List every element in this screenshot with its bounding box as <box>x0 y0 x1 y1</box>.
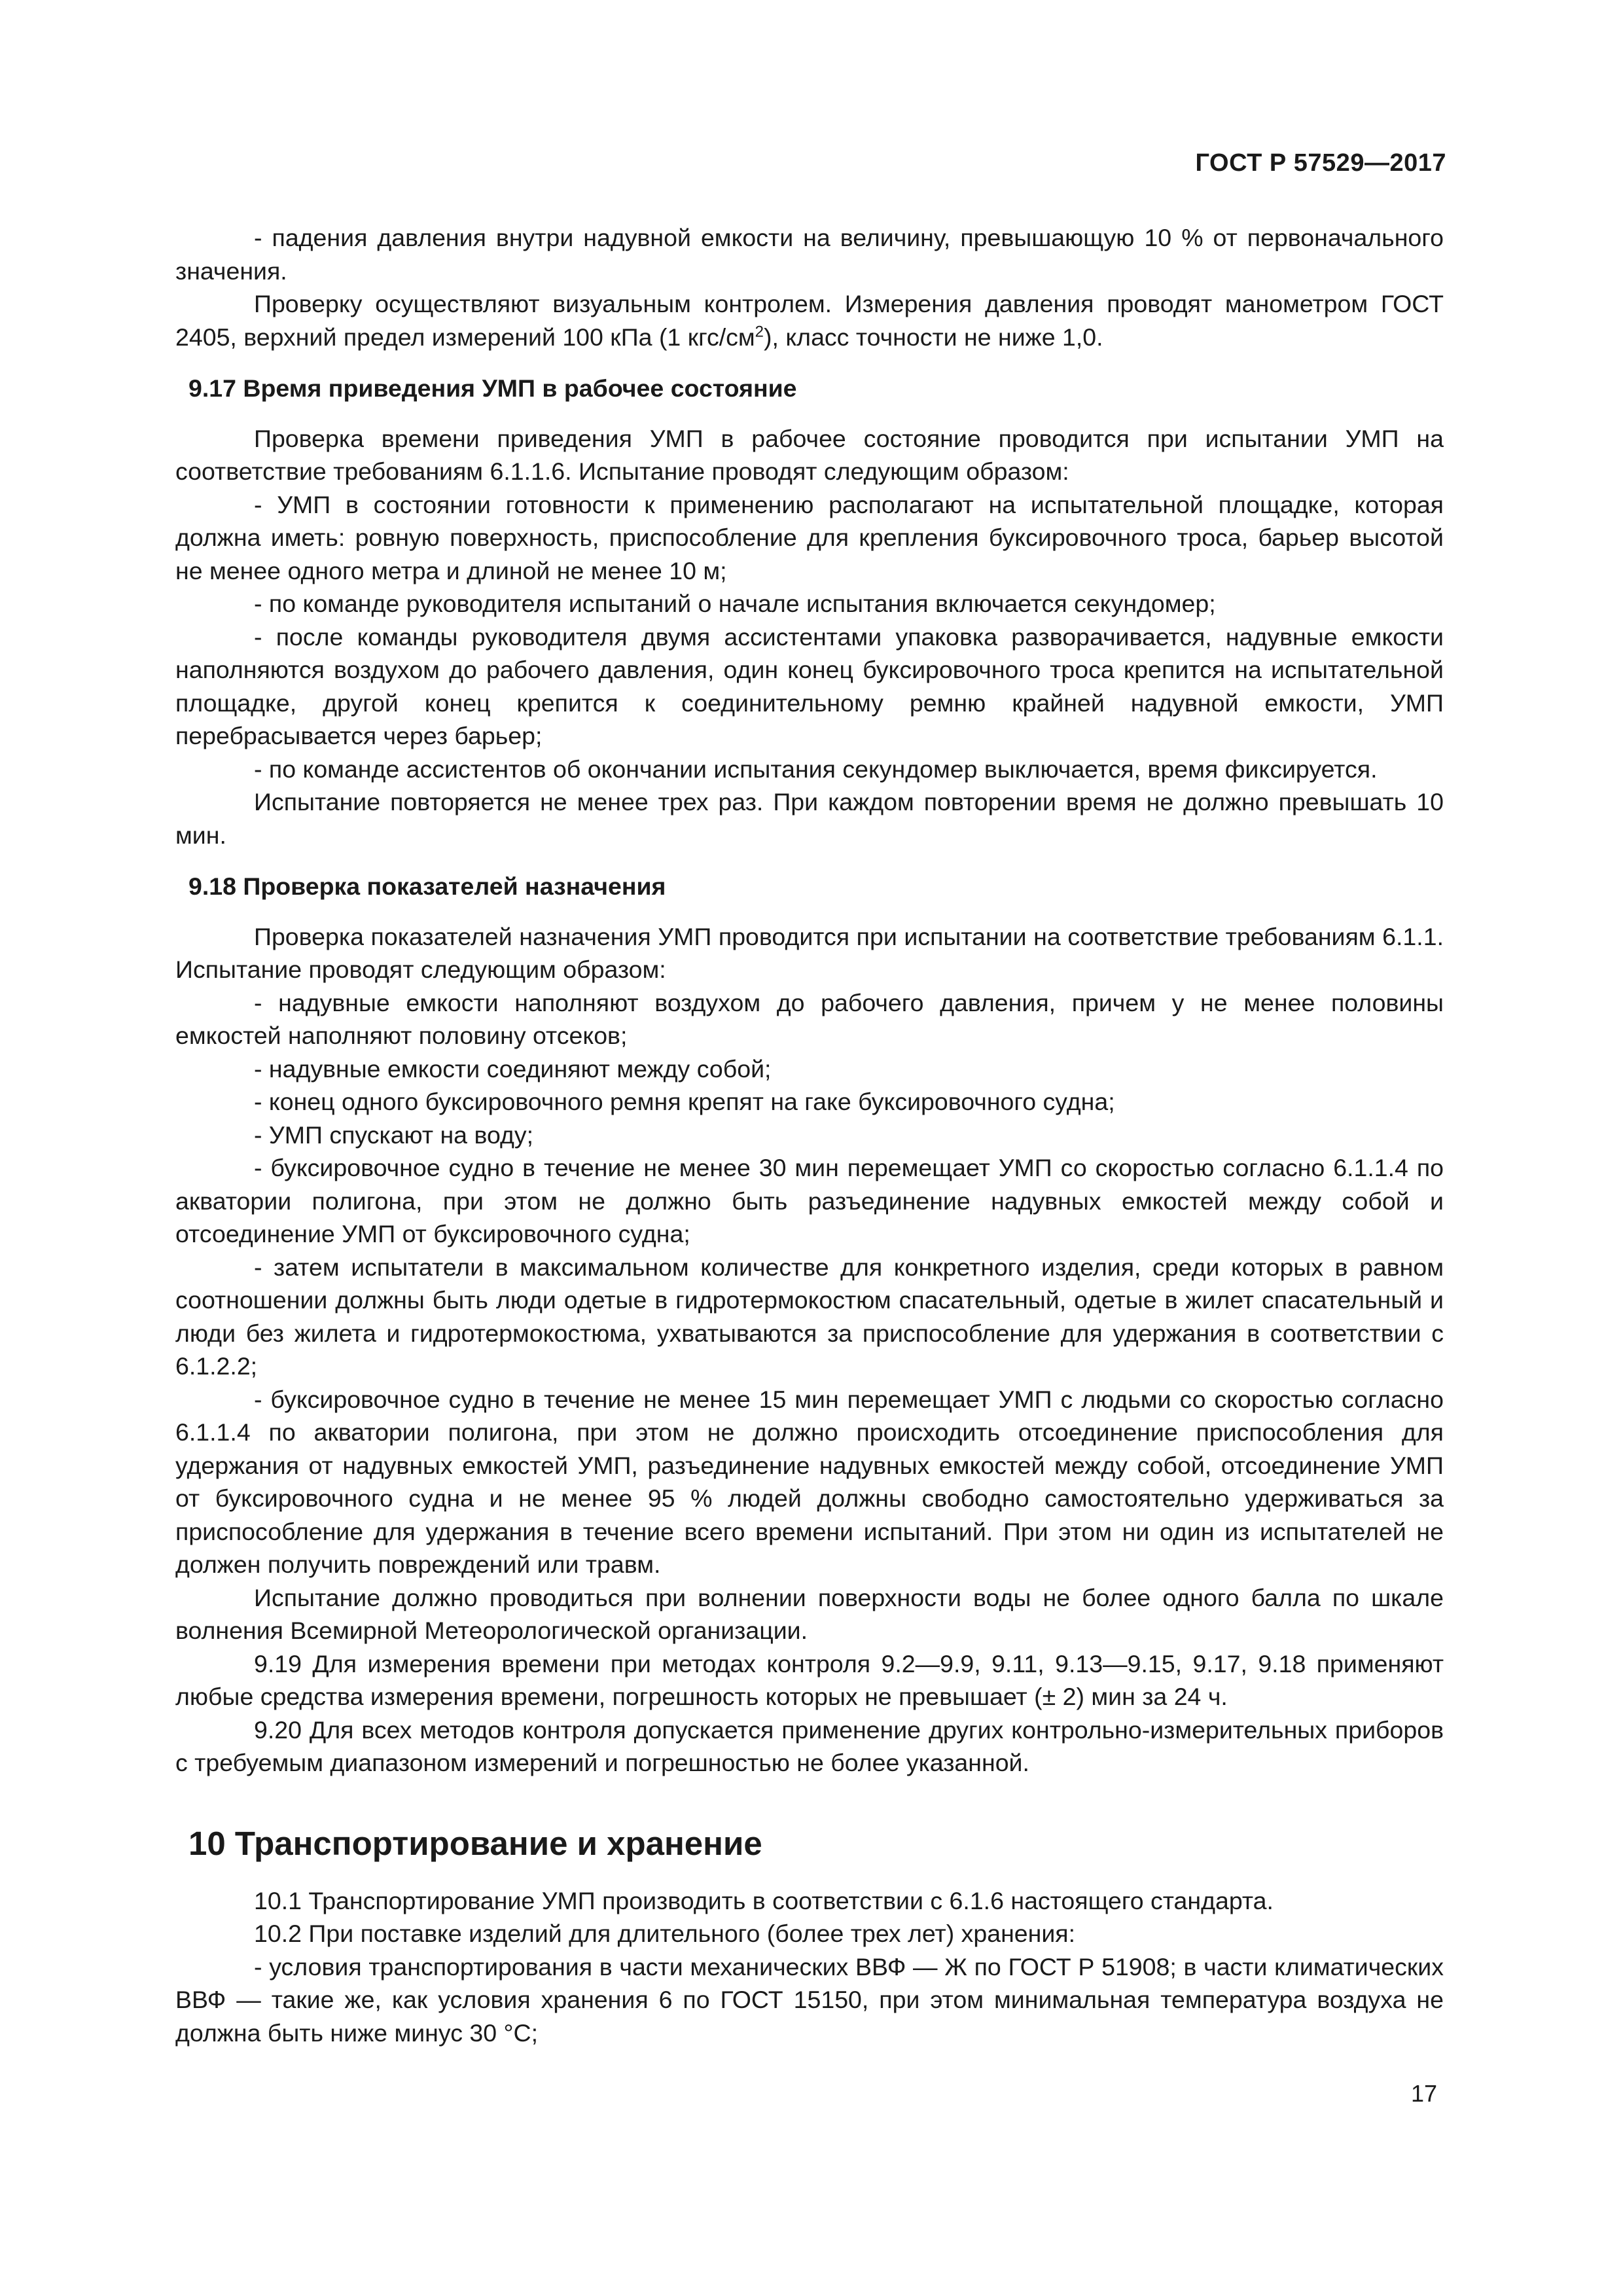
intro-paragraph-1: - падения давления внутри надувной емкости на величину, превышающую 10 % от первоначального значения. <box>175 224 1444 285</box>
intro-paragraph-2-text-b: ), класс точности не ниже 1,0. <box>764 323 1103 351</box>
section-9-18-paragraph: - УМП спускают на воду; <box>254 1121 534 1149</box>
section-9-18-paragraph: Проверка показателей назначения УМП проводится при испытании на соответствие требованиям 6.1.1. Испытание проводят следующим образом: <box>175 922 1444 983</box>
page-content <box>175 221 1444 2049</box>
section-9-18-title: 9.18 Проверка показателей назначения <box>188 872 666 900</box>
intro-paragraph-2-text-a: Проверку осуществляют визуальным контролем. Измерения давления проводят манометром ГОСТ 2405, верхний предел измерений 100 кПа (1 кгс/см <box>175 290 1444 351</box>
page-number: 17 <box>1410 2080 1437 2107</box>
section-9-18-paragraph: Испытание должно проводиться при волнении поверхности воды не более одного балла по шкале волнения Всемирной Метеорологической организации. <box>175 1583 1444 1644</box>
section-9-18-paragraph: - конец одного буксировочного ремня крепят на гаке буксировочного судна; <box>254 1088 1115 1115</box>
section-9-17-paragraph: - по команде руководителя испытаний о начале испытания включается секундомер; <box>254 590 1216 617</box>
clause-10-2: 10.2 При поставке изделий для длительного (более трех лет) хранения: <box>254 1920 1076 1947</box>
superscript-2: 2 <box>755 323 764 340</box>
section-9-17-paragraph: Испытание повторяется не менее трех раз. При каждом повторении время не должно превышать 10 мин. <box>175 788 1444 849</box>
clause-9-19: 9.19 Для измерения времени при методах контроля 9.2—9.9, 9.11, 9.13—9.15, 9.17, 9.18 применяют любые средства измерения времени, погрешность которых не превышает (± 2) мин за 24 ч. <box>175 1649 1444 1710</box>
section-9-17-paragraph: - после команды руководителя двумя ассистентами упаковка разворачивается, надувные емкости наполняются воздухом до рабочего давления, один конец буксировочного троса крепится на испытательной площадке, другой конец крепится к соединительному ремню крайней надувной емкости, УМП перебрасывается через барьер; <box>175 622 1444 749</box>
section-9-18-paragraph: - затем испытатели в максимальном количестве для конкретного изделия, среди которых в равном соотношении должны быть люди одетые в гидротермокостюм спасательный, одетые в жилет спасательный и люди без жилета и гидротермокостюма, ухватываются за приспособление для удержания в соответствии с 6.1.2.2; <box>175 1253 1444 1380</box>
section-9-18-paragraph: - буксировочное судно в течение не менее 30 мин перемещает УМП со скоростью согласно 6.1.1.4 по акватории полигона, при этом не должно быть разъединение надувных емкостей между собой и отсоединение УМП от буксировочного судна; <box>175 1154 1444 1247</box>
section-9-18-paragraph: - буксировочное судно в течение не менее 15 мин перемещает УМП с людьми со скоростью согласно 6.1.1.4 по акватории полигона, при этом не должно происходить отсоединение приспособления для удержания от надувных емкостей УМП, разъединение надувных емкостей между собой, отсоединение УМП от буксировочного судна и не менее 95 % людей должны свободно самостоятельно удерживаться за приспособление для удержания в течение всего времени испытаний. При этом ни один из испытателей не должен получить повреждений или травм. <box>175 1385 1444 1578</box>
section-9-17-paragraph: - по команде ассистентов об окончании испытания секундомер выключается, время фиксируется. <box>254 755 1378 783</box>
section-9-17-paragraph: - УМП в состоянии готовности к применению располагают на испытательной площадке, которая должна иметь: ровную поверхность, приспособление для крепления буксировочного троса, барьер высотой не менее одного метра и длиной не менее 10 м; <box>175 490 1444 584</box>
document-code: ГОСТ Р 57529—2017 <box>1195 149 1446 177</box>
section-10-title: 10 Транспортирование и хранение <box>188 1824 762 1862</box>
section-9-17-paragraph: Проверка времени приведения УМП в рабочее состояние проводится при испытании УМП на соответствие требованиям 6.1.1.6. Испытание проводят следующим образом: <box>175 424 1444 485</box>
section-9-18-paragraph: - надувные емкости наполняют воздухом до рабочего давления, причем у не менее половины емкостей наполняют половину отсеков; <box>175 988 1444 1049</box>
section-10-paragraph: - условия транспортирования в части механических ВВФ — Ж по ГОСТ Р 51908; в части климатических ВВФ — такие же, как условия хранения 6 по ГОСТ 15150, при этом минимальная температура воздуха не должна быть ниже минус 30 °С; <box>175 1952 1444 2047</box>
intro-paragraph-2 <box>175 287 1444 353</box>
clause-9-20: 9.20 Для всех методов контроля допускается применение других контрольно-измерительных приборов с требуемым диапазоном измерений и погрешностью не более указанной. <box>175 1715 1444 1776</box>
section-9-18-paragraph: - надувные емкости соединяют между собой; <box>254 1054 772 1083</box>
section-9-17-title: 9.17 Время приведения УМП в рабочее состояние <box>188 374 797 402</box>
clause-10-1: 10.1 Транспортирование УМП производить в соответствии с 6.1.6 настоящего стандарта. <box>254 1886 1274 1914</box>
